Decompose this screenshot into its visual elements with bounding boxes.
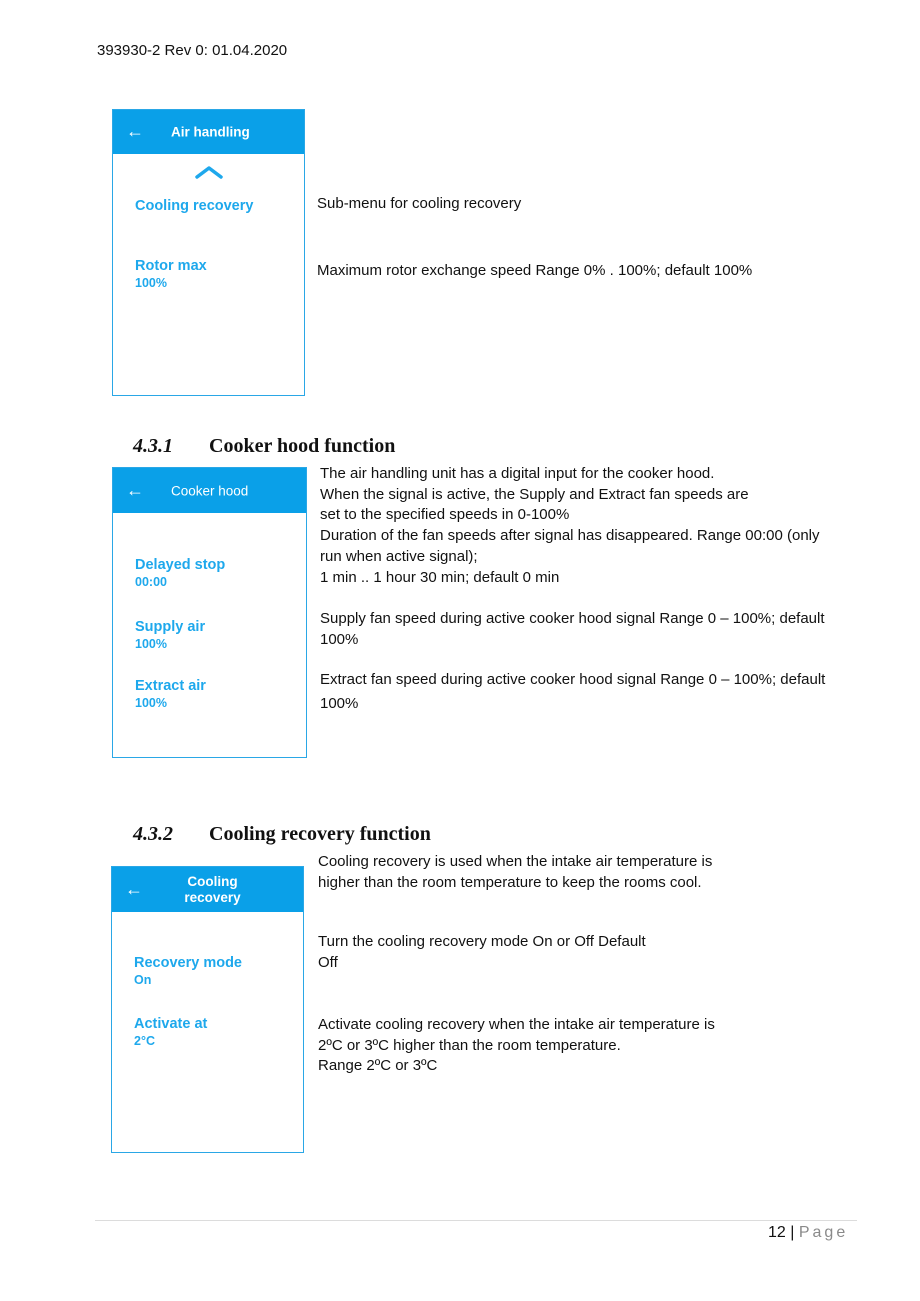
menu-item-label: Supply air: [135, 619, 206, 635]
text-line: When the signal is active, the Supply and Extract fan speeds are: [320, 485, 749, 503]
text-line: Off: [318, 953, 338, 971]
text-line: Turn the cooling recovery mode On or Off Default: [318, 933, 646, 950]
activate-at-description: [318, 1015, 715, 1077]
menu-item-value: 100%: [135, 696, 167, 710]
panel-header: [112, 867, 303, 912]
menu-item-delayed-stop[interactable]: [135, 557, 225, 589]
section-heading-4-3-2: [133, 823, 431, 846]
text-line: run when active signal);: [320, 547, 478, 565]
menu-item-value: 2°C: [134, 1034, 155, 1048]
text-line: The air handling unit has a digital input for the cooker hood.: [320, 465, 715, 482]
panel-header: [113, 468, 306, 513]
panel-title-line: Cooling: [187, 873, 238, 889]
text-line: 100%: [320, 694, 359, 712]
back-arrow-icon[interactable]: ←: [126, 121, 144, 142]
menu-item-value: 100%: [135, 637, 167, 651]
section-title: Cooker hood function: [209, 435, 396, 457]
panel-title: Cooker hood: [171, 483, 249, 498]
air-handling-panel: [112, 109, 305, 396]
menu-item-activate-at[interactable]: [134, 1016, 207, 1048]
text-line: Extract fan speed during active cooker hood signal Range 0 – 100%; default: [320, 671, 826, 688]
menu-item-cooling-recovery[interactable]: [135, 198, 253, 214]
section-number: 4.3.1: [133, 435, 173, 457]
section-heading-4-3-1: [133, 435, 395, 458]
menu-item-label: Activate at: [134, 1016, 208, 1032]
rotor-description: Maximum rotor exchange speed Range 0% . 100%; default 100%: [317, 262, 753, 279]
text-line: 2ºC or 3ºC higher than the room temperature.: [318, 1036, 621, 1054]
panel-title-line: recovery: [184, 889, 241, 905]
page-number: [768, 1224, 848, 1242]
submenu-description: Sub-menu for cooling recovery: [317, 195, 522, 212]
menu-item-rotor-max[interactable]: [135, 258, 207, 290]
menu-item-label: Recovery mode: [134, 955, 242, 971]
text-line: Duration of the fan speeds after signal has disappeared. Range 00:00 (only: [320, 527, 820, 545]
menu-item-label: Cooling recovery: [135, 198, 254, 214]
text-line: Activate cooling recovery when the intake air temperature is: [318, 1016, 715, 1033]
cooker-hood-panel: [112, 467, 307, 758]
panel-header: [113, 110, 304, 154]
panel-title: [152, 874, 273, 906]
cooling-recovery-description: [318, 852, 712, 893]
page-separator: |: [790, 1224, 795, 1241]
text-line: set to the specified speeds in 0-100%: [320, 506, 570, 524]
page-label: Page: [798, 1224, 849, 1241]
document-id: 393930-2 Rev 0: 01.04.2020: [97, 42, 288, 59]
recovery-mode-description: [318, 932, 646, 973]
menu-item-extract-air[interactable]: [135, 678, 206, 710]
back-arrow-icon[interactable]: ←: [125, 878, 143, 899]
back-arrow-icon[interactable]: ←: [126, 479, 144, 500]
cooling-recovery-panel: [111, 866, 304, 1153]
text-line: Cooling recovery is used when the intake air temperature is: [318, 853, 713, 870]
page-number-value: 12: [768, 1224, 786, 1241]
text-line: Range 2ºC or 3ºC: [318, 1057, 438, 1075]
menu-item-value: 00:00: [135, 575, 167, 589]
menu-item-supply-air[interactable]: [135, 619, 205, 651]
text-line: 100%: [320, 630, 359, 648]
text-line: Supply fan speed during active cooker hood signal Range 0 – 100%; default: [320, 610, 825, 627]
chevron-up-icon[interactable]: [195, 165, 223, 179]
section-title: Cooling recovery function: [209, 823, 431, 845]
text-line: higher than the room temperature to keep the rooms cool.: [318, 873, 702, 891]
section-number: 4.3.2: [133, 823, 173, 845]
menu-item-label: Delayed stop: [135, 557, 226, 573]
menu-item-recovery-mode[interactable]: [134, 955, 242, 987]
menu-item-label: Rotor max: [135, 258, 207, 274]
menu-item-label: Extract air: [135, 678, 206, 694]
cooker-hood-description: [320, 464, 820, 588]
extract-fan-description: [320, 670, 825, 714]
panel-title: Air handling: [171, 124, 250, 140]
menu-item-value: 100%: [135, 276, 167, 290]
supply-fan-description: [320, 609, 825, 650]
text-line: 1 min .. 1 hour 30 min; default 0 min: [320, 568, 560, 586]
footer-divider: [95, 1220, 857, 1221]
menu-item-value: On: [134, 973, 152, 987]
